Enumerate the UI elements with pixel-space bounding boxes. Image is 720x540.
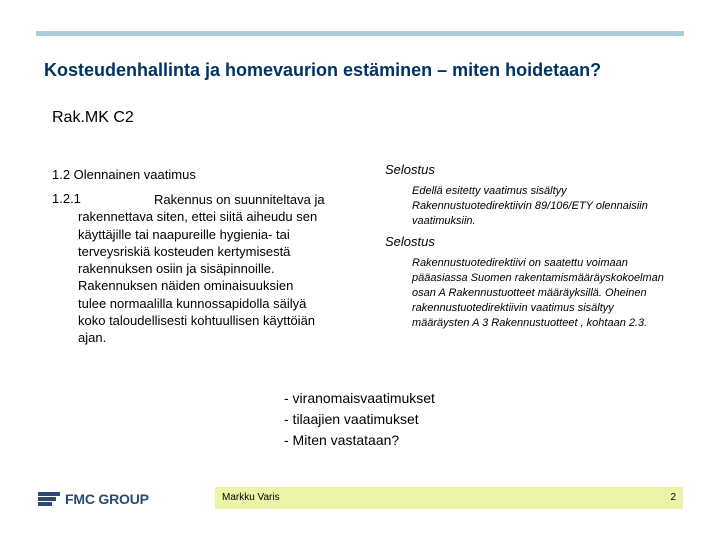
requirement-line: Rakennus on suunniteltava ja (154, 192, 325, 207)
slide-title: Kosteudenhallinta ja homevaurion estäminen – miten hoidetaan? (44, 60, 602, 80)
requirement-line: rakennuksen osiin ja sisäpinnoille. (78, 261, 275, 277)
logo-text: FMC GROUP (65, 491, 149, 507)
requirement-line: tulee normaalilla kunnossapidolla säilyä (78, 295, 307, 311)
selostus-line: rakennustuotedirektiivin vaatimus sisältyy (412, 302, 614, 314)
footer-author: Markku Varis (222, 492, 280, 503)
selostus-line: Rakennustuotedirektiivin 89/106/ETY olennaisiin (412, 200, 648, 212)
requirement-line: rakennettava siten, ettei siitä aiheudu sen (78, 209, 318, 225)
requirement-line: koko taloudellisesti kohtuullisen käyttöiän (78, 313, 316, 329)
selostus-text-2 (412, 256, 702, 331)
selostus-line: määräysten A 3 Rakennustuotteet , kohtaan 2.3. (412, 317, 648, 329)
requirement-line: käyttäjille tai naapureille hygienia- tai (78, 226, 290, 242)
page-number: 2 (670, 492, 676, 503)
fmc-group-logo (38, 489, 149, 509)
footer-bar (215, 487, 683, 509)
selostus-line: Rakennustuotedirektiivi on saatettu voimaan (412, 257, 628, 269)
requirement-line: Rakennuksen näiden ominaisuuksien (78, 278, 294, 294)
selostus-line: pääasiassa Suomen rakentamismääräyskokoelman (412, 272, 664, 284)
selostus-line: osan A Rakennustuotteet määräyksillä. Oheinen (412, 287, 647, 299)
requirement-heading: 1.2 Olennainen vaatimus (52, 167, 196, 182)
requirement-number: 1.2.1 (52, 191, 81, 206)
bullet-list (284, 388, 435, 451)
bullet-item: - Miten vastataan? (284, 432, 400, 448)
slide-subtitle: Rak.MK C2 (52, 109, 134, 126)
fmc-logo-mark-icon (38, 491, 60, 507)
requirement-line: ajan. (78, 330, 107, 346)
selostus-heading-2: Selostus (385, 234, 435, 249)
selostus-heading-1: Selostus (385, 162, 435, 177)
requirement-text (52, 191, 352, 347)
bullet-item: - tilaajien vaatimukset (284, 411, 419, 427)
bullet-item: - viranomaisvaatimukset (284, 390, 435, 406)
selostus-text-1 (412, 184, 702, 229)
selostus-line: Edellä esitetty vaatimus sisältyy (412, 185, 567, 197)
selostus-line: vaatimuksiin. (412, 215, 476, 227)
requirement-line: terveysriskiä kosteuden kertymisestä (78, 243, 291, 259)
top-rule (36, 31, 684, 36)
